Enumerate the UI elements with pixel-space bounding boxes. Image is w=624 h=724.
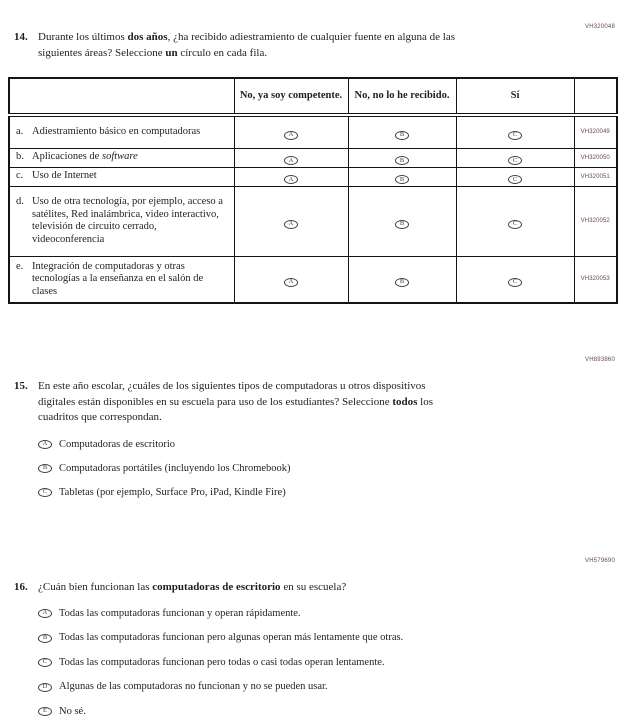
question-14 xyxy=(14,30,519,61)
bubble-option-b[interactable] xyxy=(395,156,409,165)
row-b-text xyxy=(32,151,228,164)
row-b-item-code: VH320050 xyxy=(574,148,617,167)
question-15 xyxy=(14,379,519,510)
q14-text-part-3: círculo en cada fila. xyxy=(177,46,268,59)
row-d-description xyxy=(9,186,234,256)
question-15-row xyxy=(14,379,519,426)
row-b-description xyxy=(9,148,234,167)
bubble-letter: C xyxy=(512,131,518,139)
q16-option-c xyxy=(38,656,614,670)
table-row-c xyxy=(9,167,617,186)
header-col-no-recibido: No, no lo he recibido. xyxy=(348,78,456,115)
bubble-option-b[interactable] xyxy=(395,220,409,229)
bubble-letter: A xyxy=(42,609,48,617)
bubble-letter: A xyxy=(288,220,294,227)
bubble-letter: C xyxy=(512,156,518,164)
bubble-option-e[interactable] xyxy=(38,707,52,716)
bubble-letter: E xyxy=(43,707,47,715)
row-a-item-code: VH320049 xyxy=(574,115,617,148)
bubble-letter: B xyxy=(399,156,405,164)
row-d-text: Uso de otra tecnología, por ejemplo, acceso a satélites, Red inalámbrica, video interactivo, televisión de circuito cerrado, videoconferencia xyxy=(32,196,223,245)
question-16-options xyxy=(38,607,614,719)
question-16-number: 16. xyxy=(14,581,28,593)
row-e-description xyxy=(9,256,234,303)
table-row-a xyxy=(9,115,617,148)
bubble-letter: A xyxy=(288,175,294,183)
row-a-description xyxy=(9,115,234,148)
bubble-option-c[interactable] xyxy=(38,658,52,667)
header-code-blank xyxy=(574,78,617,115)
table-row-b xyxy=(9,148,617,167)
header-blank xyxy=(9,78,234,115)
row-b-cell-si xyxy=(456,148,574,167)
q16-option-b-label: Todas las computadoras funcionan pero algunas operan más lentamente que otras. xyxy=(59,632,404,643)
row-d-letter: d. xyxy=(16,196,24,207)
q16-option-d-label: Algunas de las computadoras no funcionan y no se pueden usar. xyxy=(59,681,328,692)
q16-option-e-label: No sé. xyxy=(59,705,86,717)
bubble-option-a[interactable] xyxy=(284,278,298,287)
bubble-letter: C xyxy=(42,488,48,496)
bubble-letter: A xyxy=(288,278,294,286)
bubble-option-d[interactable] xyxy=(38,683,52,692)
row-c-cell-competente xyxy=(234,167,348,186)
q14-text-part-1: Durante los últimos xyxy=(38,31,128,43)
q14-text-bold-1: dos años xyxy=(127,31,168,43)
row-c-description xyxy=(9,167,234,186)
question-15-options xyxy=(38,438,519,500)
q15-option-b-label: Computadoras portátiles (incluyendo los Chromebook) xyxy=(59,462,291,474)
question-16 xyxy=(14,580,614,724)
bubble-option-c[interactable] xyxy=(38,488,52,497)
q16-option-a xyxy=(38,607,614,621)
row-e-cell-si xyxy=(456,256,574,303)
row-b-cell-competente xyxy=(234,148,348,167)
header-col-si: Sí xyxy=(456,78,574,115)
bubble-option-a[interactable] xyxy=(38,609,52,618)
bubble-option-c[interactable] xyxy=(508,131,522,140)
bubble-option-b[interactable] xyxy=(395,131,409,140)
row-b-text-prefix: Aplicaciones de xyxy=(32,151,102,163)
q16-option-c-label: Todas las computadoras funcionan pero todas o casi todas operan lentamente. xyxy=(59,656,385,668)
table-row-e xyxy=(9,256,617,303)
q15-option-b xyxy=(38,462,519,476)
question-15-text xyxy=(38,379,463,426)
q16-option-a-label: Todas las computadoras funcionan y operan rápidamente. xyxy=(59,607,301,619)
bubble-letter: C xyxy=(512,278,518,286)
bubble-letter: A xyxy=(288,131,294,139)
question-16-text xyxy=(38,580,598,596)
row-b-cell-no-recibido xyxy=(348,148,456,167)
bubble-option-a[interactable] xyxy=(38,440,52,449)
bubble-letter: B xyxy=(399,278,405,286)
bubble-option-b[interactable] xyxy=(395,278,409,287)
bubble-option-a[interactable] xyxy=(284,175,298,184)
item-code-q16: VH579690 xyxy=(585,558,615,564)
row-c-cell-si xyxy=(456,167,574,186)
bubble-option-c[interactable] xyxy=(508,220,522,229)
q16-option-b xyxy=(38,631,614,645)
row-a-cell-competente xyxy=(234,115,348,148)
q15-text-bold-1: todos xyxy=(392,395,418,408)
bubble-option-b[interactable] xyxy=(395,175,409,184)
q14-text-bold-2: un xyxy=(165,46,178,59)
bubble-option-b[interactable] xyxy=(38,464,52,473)
question-14-row xyxy=(14,30,519,61)
bubble-letter: B xyxy=(42,633,48,641)
row-e-letter: e. xyxy=(16,260,24,272)
question-14-number: 14. xyxy=(14,31,28,43)
bubble-option-a[interactable] xyxy=(284,156,298,165)
bubble-option-b[interactable] xyxy=(38,634,52,643)
item-code-q14: VH320048 xyxy=(585,24,615,30)
bubble-option-c[interactable] xyxy=(508,156,522,165)
bubble-letter: C xyxy=(512,175,518,183)
bubble-letter: B xyxy=(42,464,48,472)
row-b-letter: b. xyxy=(16,151,24,163)
item-code-q15: VH893860 xyxy=(585,357,615,363)
row-d-cell-competente xyxy=(234,186,348,256)
q16-text-part-1: ¿Cuán bien funcionan las xyxy=(38,581,153,593)
row-d-cell-no-recibido xyxy=(348,186,456,256)
bubble-letter: B xyxy=(399,220,405,227)
bubble-option-a[interactable] xyxy=(284,220,298,229)
bubble-letter: D xyxy=(42,682,48,690)
row-e-item-code: VH320053 xyxy=(574,256,617,303)
bubble-letter: A xyxy=(42,440,48,448)
row-b-text-italic: software xyxy=(101,151,138,163)
q14-text-part-2: , ¿ha recibido adiestramiento de cualquier fuente en alguna de las siguientes áreas? Seleccione xyxy=(38,31,455,59)
bubble-letter: B xyxy=(399,175,405,183)
q15-option-a-label: Computadoras de escritorio xyxy=(59,438,176,450)
question-14-text xyxy=(38,30,488,61)
q16-option-d xyxy=(38,680,614,694)
row-a-cell-no-recibido xyxy=(348,115,456,148)
bubble-letter: C xyxy=(42,658,48,666)
bubble-letter: A xyxy=(288,156,294,164)
bubble-option-a[interactable] xyxy=(284,131,298,140)
bubble-option-c[interactable] xyxy=(508,175,522,184)
question-15-number: 15. xyxy=(14,380,28,392)
q15-text-part-1: En este año escolar, ¿cuáles de los siguientes tipos de computadoras u otros dispositivos digitales están disponibles en su escuela para uso de los estudiantes? Seleccione xyxy=(38,380,426,408)
row-c-cell-no-recibido xyxy=(348,167,456,186)
row-c-letter: c. xyxy=(16,170,24,182)
q16-option-e xyxy=(38,705,614,719)
q15-option-a xyxy=(38,438,519,452)
q16-text-bold-1: computadoras de escritorio xyxy=(152,581,281,593)
q16-text-part-2: en su escuela? xyxy=(280,581,347,593)
row-e-text: Integración de computadoras y otras tecnologías a la enseñanza en el salón de clases xyxy=(32,260,204,297)
row-e-cell-no-recibido xyxy=(348,256,456,303)
row-e-cell-competente xyxy=(234,256,348,303)
table-row-d xyxy=(9,186,617,256)
table-header-row xyxy=(9,78,617,115)
q15-option-c xyxy=(38,486,519,500)
bubble-option-c[interactable] xyxy=(508,278,522,287)
q15-text-part-2: los cuadritos que correspondan. xyxy=(38,395,433,423)
row-c-text: Uso de Internet xyxy=(32,170,97,182)
q15-option-c-label: Tabletas (por ejemplo, Surface Pro, iPad, Kindle Fire) xyxy=(59,486,286,498)
bubble-letter: C xyxy=(512,220,518,227)
row-a-cell-si xyxy=(456,115,574,148)
question-16-row xyxy=(14,580,614,596)
header-col-competente: No, ya soy competente. xyxy=(234,78,348,115)
row-d-item-code: VH320052 xyxy=(574,186,617,256)
training-matrix-table xyxy=(8,77,618,304)
row-a-letter: a. xyxy=(16,126,24,137)
row-d-cell-si xyxy=(456,186,574,256)
bubble-letter: B xyxy=(399,131,405,139)
row-a-text: Adiestramiento básico en computadoras xyxy=(32,126,201,137)
row-c-item-code: VH320051 xyxy=(574,167,617,186)
